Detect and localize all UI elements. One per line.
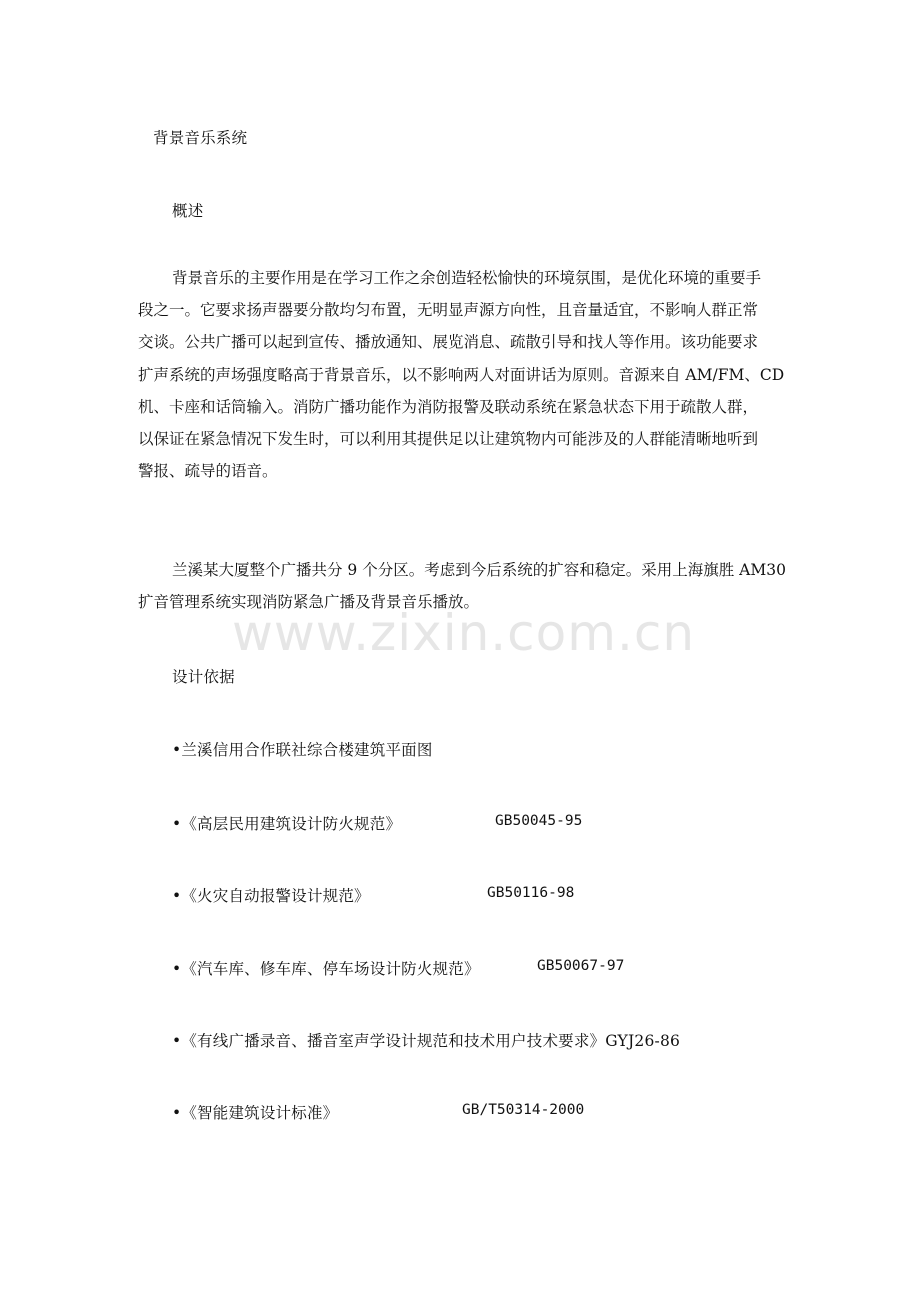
basis-item-code: GB50116-98 xyxy=(487,885,575,901)
basis-item: •《火灾自动报警设计规范》 xyxy=(172,887,370,905)
basis-item-code: GB50045-95 xyxy=(495,813,583,829)
paragraph-line: 机、卡座和话筒输入。消防广播功能作为消防报警及联动系统在紧急状态下用于疏散人群， xyxy=(138,397,759,416)
section-heading-basis: 设计依据 xyxy=(172,668,235,686)
basis-item-code: GB/T50314-2000 xyxy=(462,1102,585,1118)
basis-item: •《有线广播录音、播音室声学设计规范和技术用户技术要求》GYJ26-86 xyxy=(172,1032,681,1050)
paragraph-line: 以保证在紧急情况下发生时，可以利用其提供足以让建筑物内可能涉及的人群能清晰地听到 xyxy=(138,430,759,449)
paragraph-line: 段之一。它要求扬声器要分散均匀布置，无明显声源方向性，且音量适宜，不影响人群正常 xyxy=(138,301,759,320)
basis-item: •《智能建筑设计标准》 xyxy=(172,1104,339,1122)
basis-item: •《高层民用建筑设计防火规范》 xyxy=(172,815,402,833)
document-title: 背景音乐系统 xyxy=(153,129,248,147)
paragraph-project xyxy=(138,554,788,618)
paragraph-line: 背景音乐的主要作用是在学习工作之余创造轻松愉快的环境氛围，是优化环境的重要手 xyxy=(172,269,762,287)
paragraph-line: 交谈。公共广播可以起到宣传、播放通知、展览消息、疏散引导和找人等作用。该功能要求 xyxy=(138,333,759,352)
paragraph-line: 扩声系统的声场强度略高于背景音乐，以不影响两人对面讲话为原则。音源来自 AM/FM、CD xyxy=(138,365,785,384)
basis-item-code: GB50067-97 xyxy=(537,958,625,974)
paragraph-line: 扩音管理系统实现消防紧急广播及背景音乐播放。 xyxy=(138,593,480,612)
basis-item: •兰溪信用合作联社综合楼建筑平面图 xyxy=(172,741,433,759)
paragraph-line: 警报、疏导的语音。 xyxy=(138,462,278,481)
basis-item: •《汽车库、修车库、停车场设计防火规范》 xyxy=(172,960,480,978)
section-heading-overview: 概述 xyxy=(172,202,204,220)
paragraph-overview xyxy=(138,262,788,487)
paragraph-line: 兰溪某大厦整个广播共分 9 个分区。考虑到今后系统的扩容和稳定。采用上海旗胜 AM30 xyxy=(172,561,786,579)
watermark: www.zixin.com.cn xyxy=(232,604,696,662)
